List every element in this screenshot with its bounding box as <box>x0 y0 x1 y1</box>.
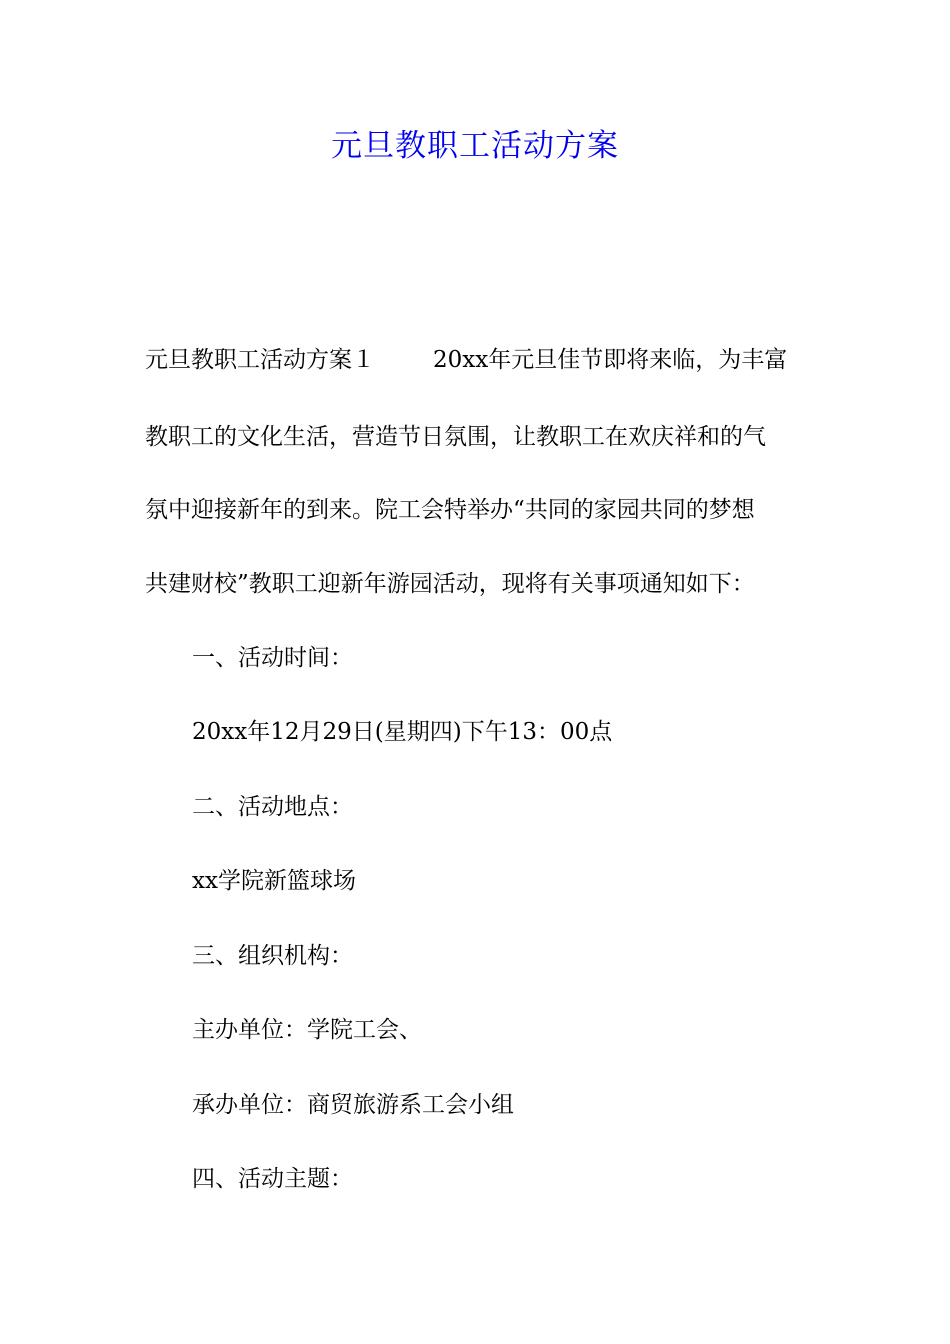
section-text-organizer: 承办单位：商贸旅游系工会小组 <box>192 1092 514 1118</box>
intro-line-2: 教职工的文化生活，营造节日氛围，让教职工在欢庆祥和的气 <box>145 424 766 450</box>
section-text-location: xx学院新篮球场 <box>192 868 356 894</box>
intro-lead: 元旦教职工活动方案１ <box>145 347 375 373</box>
section-heading-theme: 四、活动主题： <box>192 1166 353 1192</box>
intro-line-3: 氛中迎接新年的到来。院工会特举办“共同的家园共同的梦想 <box>145 497 755 523</box>
section-heading-organization: 三、组织机构： <box>192 943 353 969</box>
section-heading-time: 一、活动时间： <box>192 645 353 671</box>
section-text-host: 主办单位：学院工会、 <box>192 1017 422 1043</box>
intro-line-1-text: 20xx年元旦佳节即将来临，为丰富 <box>433 347 788 373</box>
section-heading-location: 二、活动地点： <box>192 794 353 820</box>
section-text-time: 20xx年12月29日(星期四)下午13：00点 <box>192 719 613 745</box>
document-title: 元旦教职工活动方案 <box>331 128 619 164</box>
intro-line-4: 共建财校”教职工迎新年游园活动，现将有关事项通知如下： <box>145 571 755 597</box>
intro-line-1 <box>145 348 787 372</box>
